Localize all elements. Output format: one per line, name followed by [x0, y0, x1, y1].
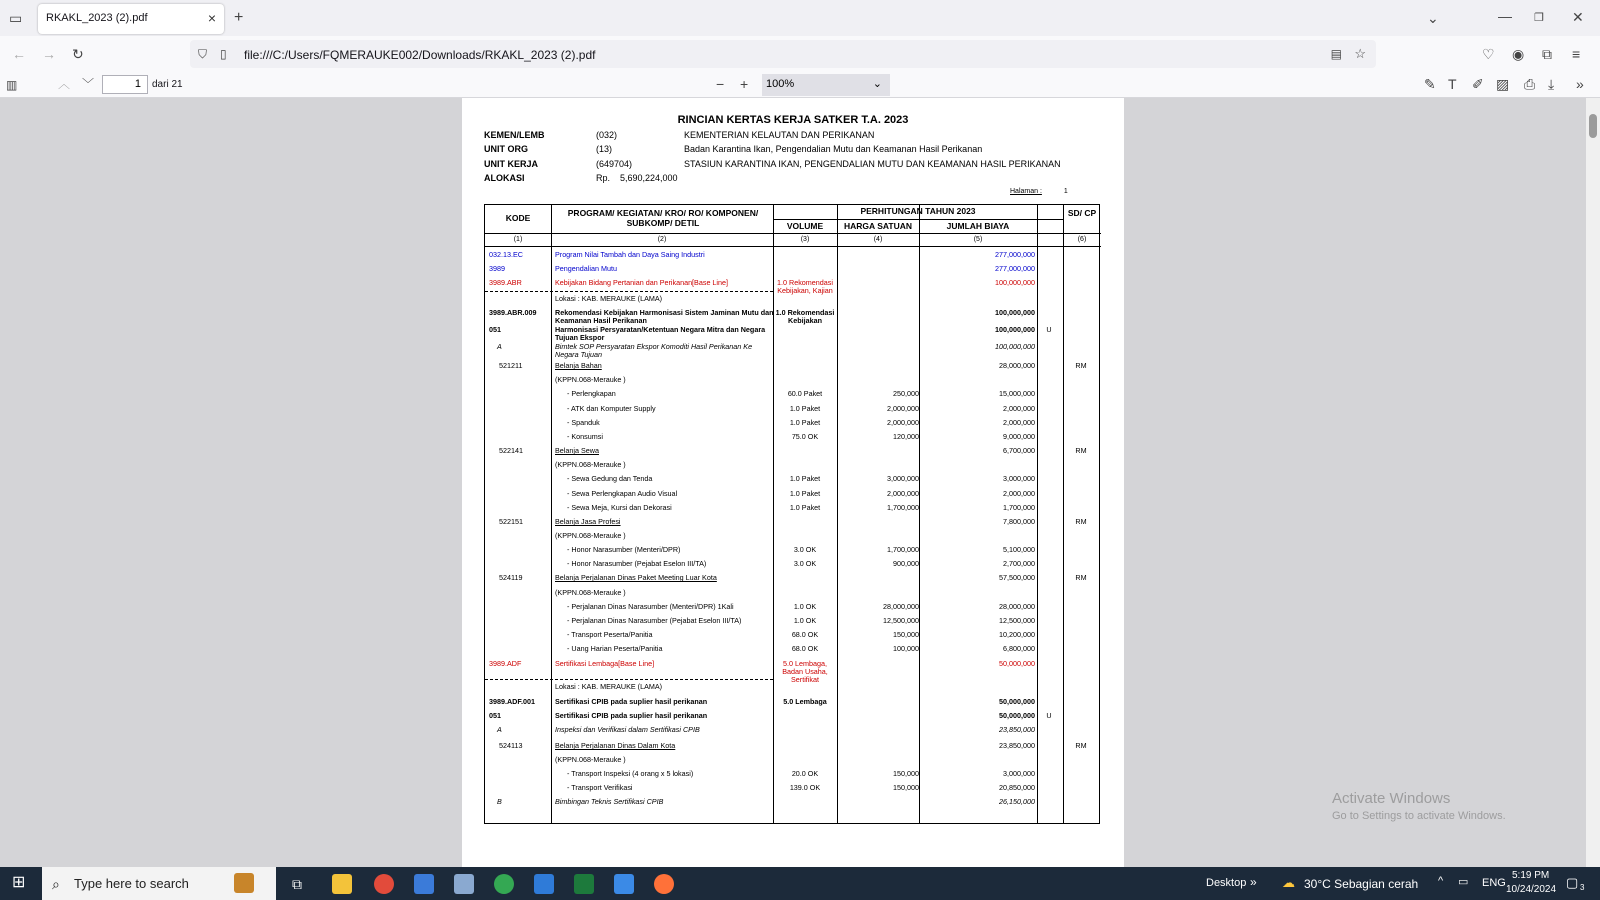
chevron-up-icon[interactable]: ^	[1438, 875, 1444, 887]
cell-flag: U	[1046, 711, 1052, 720]
table-row	[485, 433, 1101, 447]
col-num: (1)	[513, 236, 523, 243]
meta-key: ALOKASI	[484, 173, 525, 183]
cell-jml: 277,000,000	[995, 250, 1035, 259]
cell-kode: A	[497, 725, 502, 734]
table-row	[485, 504, 1101, 518]
cell-uraian: Harmonisasi Persyaratan/Ketentuan Negara Mitra dan Negara Tujuan Ekspor	[555, 325, 766, 342]
cell-vol: 68.0 OK	[791, 644, 819, 653]
cell-hrg: 100,000	[893, 644, 919, 653]
tab-pdf[interactable]	[38, 4, 224, 34]
cell-jml: 26,150,000	[999, 797, 1035, 806]
cell-jml: 57,500,000	[999, 573, 1035, 582]
cell-jml: 3,000,000	[1003, 474, 1035, 483]
cell-uraian: Inspeksi dan Verifikasi dalam Sertifikasi CPIB	[555, 725, 700, 734]
search-placeholder: Type here to search	[74, 876, 189, 891]
clock-time[interactable]: 5:19 PM	[1512, 870, 1550, 881]
cell-uraian: Bimtek SOP Persyaratan Ekspor Komoditi Hasil Perikanan Ke Negara Tujuan	[555, 342, 753, 359]
col-num: (3)	[800, 236, 810, 243]
cell-kode: 3989.ADF.001	[489, 697, 535, 706]
meta-line	[484, 144, 1104, 154]
cell-vol: 1.0 Rekomendasi Kebijakan, Kajian	[777, 278, 833, 295]
zoom-value: 100%	[766, 78, 795, 90]
reload-icon[interactable]: ↻	[72, 46, 84, 62]
row-divider	[485, 246, 1101, 247]
cell-hrg: 250,000	[893, 389, 919, 398]
cell-uraian: Bimbingan Teknis Sertifikasi CPIB	[555, 797, 664, 806]
cell-uraian: Lokasi : KAB. MERAUKE (LAMA)	[555, 294, 663, 303]
cell-kode: 3989	[489, 264, 505, 273]
shield-icon[interactable]: ⛉	[198, 47, 208, 61]
cell-kode: 3989.ABR.009	[489, 308, 537, 317]
meta-code: Rp.	[596, 173, 611, 183]
table-row	[485, 390, 1101, 404]
pdf-toolbar	[0, 72, 1600, 98]
table-row	[485, 461, 1101, 475]
rkakl-table	[484, 204, 1100, 824]
cell-vol: 5.0 Lembaga	[783, 697, 827, 706]
meta-code: (032)	[596, 130, 618, 140]
clock-date[interactable]: 10/24/2024	[1506, 884, 1557, 895]
cell-jml: 2,700,000	[1003, 559, 1035, 568]
meta-line	[484, 130, 1104, 140]
extensions-icon[interactable]: ⧉	[1542, 46, 1552, 62]
cell-uraian: - Konsumsi	[567, 432, 603, 441]
cell-jml: 100,000,000	[995, 325, 1035, 334]
cell-vol: 3.0 OK	[793, 545, 817, 554]
menu-icon[interactable]: ≡	[1572, 46, 1581, 62]
cell-vol: 1.0 OK	[793, 616, 817, 625]
cell-vol: 5.0 Lembaga, Badan Usaha, Sertifikat	[782, 659, 828, 684]
cell-jml: 50,000,000	[999, 659, 1035, 668]
security-icon[interactable]	[534, 874, 554, 894]
meta-value: KEMENTERIAN KELAUTAN DAN PERIKANAN	[684, 130, 875, 140]
restore-icon[interactable]: ❐	[1534, 12, 1544, 24]
cell-jml: 50,000,000	[999, 711, 1035, 720]
cell-uraian: - ATK dan Komputer Supply	[567, 404, 656, 413]
cell-hrg: 120,000	[893, 432, 919, 441]
cell-uraian: Rekomendasi Kebijakan Harmonisasi Sistem Jaminan Mutu dan Keamanan Hasil Perikanan	[555, 308, 774, 325]
prev-page-icon[interactable]: ︿	[58, 77, 71, 91]
cell-uraian: - Transport Peserta/Panitia	[567, 630, 653, 639]
cell-hrg: 900,000	[893, 559, 919, 568]
meta-line	[484, 159, 1104, 169]
notification-icon[interactable]: ▢	[1566, 875, 1579, 890]
table-row	[485, 518, 1101, 532]
more-tools-icon[interactable]: »	[1576, 76, 1584, 92]
taskbar	[0, 867, 1600, 900]
app-icon[interactable]	[454, 874, 474, 894]
cell-jml: 100,000,000	[995, 342, 1035, 351]
cell-kode: A	[497, 342, 502, 351]
cell-kode: 3989.ABR	[489, 278, 522, 287]
cell-hrg: 150,000	[893, 783, 919, 792]
file-explorer-icon[interactable]	[332, 874, 352, 894]
doc-title: RINCIAN KERTAS KERJA SATKER T.A. 2023	[677, 114, 909, 126]
cell-jml: 5,100,000	[1003, 545, 1035, 554]
draw-icon[interactable]: ✐	[1472, 76, 1484, 92]
cell-hrg: 150,000	[893, 630, 919, 639]
cell-sdcp: RM	[1075, 741, 1087, 750]
cell-jml: 277,000,000	[995, 264, 1035, 273]
table-row	[485, 712, 1101, 726]
cell-jml: 3,000,000	[1003, 769, 1035, 778]
cell-vol: 1.0 Paket	[789, 404, 821, 413]
scroll-thumb[interactable]	[1589, 114, 1597, 138]
table-row	[485, 309, 1101, 323]
table-row	[485, 742, 1101, 756]
cell-uraian: Belanja Sewa	[555, 446, 599, 455]
cell-uraian: - Transport Verifikasi	[567, 783, 633, 792]
new-tab-icon[interactable]: +	[234, 9, 244, 26]
col-num: (2)	[657, 236, 667, 243]
row-divider	[773, 219, 1063, 220]
header-harga: HARGA SATUAN	[844, 221, 912, 231]
meta-value: 5,690,224,000	[620, 173, 678, 183]
network-icon[interactable]: ▭	[1458, 876, 1469, 888]
table-row	[485, 447, 1101, 461]
table-row	[485, 631, 1101, 645]
cell-kode: 524113	[499, 741, 523, 750]
notification-count: 3	[1580, 883, 1585, 892]
tab-list-icon[interactable]: ▭	[9, 10, 23, 26]
dashed-separator	[485, 679, 773, 680]
windows-start-icon[interactable]: ⊞	[12, 874, 26, 891]
header-sdcp: SD/ CP	[1067, 208, 1097, 218]
halaman-value: 1	[1063, 188, 1068, 195]
zoom-out-icon[interactable]: −	[716, 76, 725, 92]
table-row	[485, 659, 1101, 684]
cell-sdcp: RM	[1075, 446, 1087, 455]
cell-jml: 6,800,000	[1003, 644, 1035, 653]
cell-kode: 3989.ADF	[489, 659, 522, 668]
cell-jml: 100,000,000	[995, 278, 1035, 287]
cell-uraian: - Sewa Perlengkapan Audio Visual	[567, 489, 678, 498]
cell-uraian: - Spanduk	[567, 418, 600, 427]
cell-jml: 2,000,000	[1003, 404, 1035, 413]
meta-value: Badan Karantina Ikan, Pengendalian Mutu dan Keamanan Hasil Perikanan	[684, 144, 983, 154]
zoom-in-icon[interactable]: +	[740, 76, 749, 92]
cell-uraian: Program Nilai Tambah dan Daya Saing Industri	[555, 250, 705, 259]
firefox-icon[interactable]	[654, 874, 674, 894]
col-num: (6)	[1077, 236, 1087, 243]
cell-jml: 28,000,000	[999, 361, 1035, 370]
cell-vol: 1.0 Paket	[789, 503, 821, 512]
cell-kode: B	[497, 797, 502, 806]
table-row	[485, 295, 1101, 309]
taskbar-search[interactable]	[42, 867, 276, 900]
zoom-select[interactable]	[762, 74, 890, 96]
cell-uraian: - Honor Narasumber (Pejabat Eselon III/TA)	[567, 559, 707, 568]
cell-vol: 139.0 OK	[789, 783, 821, 792]
cell-flag: U	[1046, 325, 1052, 334]
cell-jml: 23,850,000	[999, 725, 1035, 734]
close-tab-icon[interactable]: ×	[207, 10, 216, 26]
table-row	[485, 603, 1101, 617]
cell-vol: 1.0 Paket	[789, 418, 821, 427]
halaman	[1010, 188, 1068, 195]
cell-uraian: - Uang Harian Peserta/Panitia	[567, 644, 663, 653]
table-row	[485, 756, 1101, 770]
minimize-icon[interactable]: —	[1498, 8, 1512, 24]
forward-icon[interactable]: →	[42, 46, 56, 62]
cell-hrg: 1,700,000	[887, 545, 919, 554]
dashed-separator	[485, 291, 773, 292]
store-icon[interactable]	[414, 874, 434, 894]
cell-kode: 051	[489, 325, 501, 334]
pdf-viewer[interactable]	[0, 98, 1586, 867]
pocket-icon[interactable]: ♡	[1482, 46, 1495, 62]
cell-vol: 75.0 OK	[791, 432, 819, 441]
cell-uraian: (KPPN.068-Merauke )	[555, 755, 626, 764]
row-divider	[485, 233, 1101, 234]
cell-uraian: Pengendalian Mutu	[555, 264, 617, 273]
language-indicator[interactable]: ENG	[1482, 877, 1506, 889]
cell-jml: 1,700,000	[1003, 503, 1035, 512]
table-row	[485, 475, 1101, 489]
cell-uraian: Sertifikasi CPIB pada suplier hasil perikanan	[555, 697, 708, 706]
close-window-icon[interactable]: ✕	[1572, 9, 1584, 25]
table-row	[485, 770, 1101, 784]
page-number-input[interactable]: 1	[102, 75, 148, 94]
table-row	[485, 326, 1101, 340]
cell-hrg: 2,000,000	[887, 418, 919, 427]
header-jumlah: JUMLAH BIAYA	[946, 221, 1010, 231]
cell-hrg: 150,000	[893, 769, 919, 778]
cell-uraian: Kebijakan Bidang Pertanian dan Perikanan[Base Line]	[555, 278, 729, 287]
table-row	[485, 560, 1101, 574]
table-row	[485, 645, 1101, 659]
print-icon[interactable]: ⎙	[1524, 76, 1536, 92]
cell-uraian: (KPPN.068-Merauke )	[555, 375, 626, 384]
cell-vol: 1.0 Paket	[789, 489, 821, 498]
meta-line	[484, 173, 1104, 183]
cell-jml: 7,800,000	[1003, 517, 1035, 526]
cell-kode: 522141	[499, 446, 523, 455]
cell-sdcp: RM	[1075, 517, 1087, 526]
cell-kode: 524119	[499, 573, 523, 582]
cell-vol: 1.0 Rekomendasi Kebijakan	[775, 308, 835, 325]
cell-vol: 1.0 OK	[793, 602, 817, 611]
cell-jml: 12,500,000	[999, 616, 1035, 625]
table-row	[485, 698, 1101, 712]
cell-uraian: Belanja Bahan	[555, 361, 602, 370]
table-row	[485, 784, 1101, 798]
header-kode: KODE	[505, 213, 531, 223]
cell-jml: 2,000,000	[1003, 489, 1035, 498]
meta-key: UNIT ORG	[484, 144, 528, 154]
chevron-down-icon: ⌄	[872, 78, 882, 90]
table-row	[485, 376, 1101, 390]
cell-uraian: - Perlengkapan	[567, 389, 616, 398]
vertical-scrollbar[interactable]	[1586, 98, 1600, 867]
image-icon[interactable]: ▨	[1496, 76, 1510, 92]
table-row	[485, 419, 1101, 433]
cell-uraian: Lokasi : KAB. MERAUKE (LAMA)	[555, 682, 663, 691]
cell-kode: 032.13.EC	[489, 250, 523, 259]
search-icon: ⌕	[52, 876, 60, 892]
cell-jml: 6,700,000	[1003, 446, 1035, 455]
meta-key: UNIT KERJA	[484, 159, 539, 169]
cell-uraian: - Honor Narasumber (Menteri/DPR)	[567, 545, 681, 554]
cell-jml: 20,850,000	[999, 783, 1035, 792]
cell-uraian: - Sewa Gedung dan Tenda	[567, 474, 653, 483]
pdf-page	[462, 98, 1124, 867]
col-num: (4)	[873, 236, 883, 243]
cell-hrg: 12,500,000	[883, 616, 919, 625]
table-row	[485, 589, 1101, 603]
cell-jml: 10,200,000	[999, 630, 1035, 639]
sidebar-toggle-icon[interactable]: ▥	[6, 78, 18, 92]
cell-hrg: 28,000,000	[883, 602, 919, 611]
table-row	[485, 490, 1101, 504]
chrome-profile-icon[interactable]	[494, 874, 514, 894]
excel-icon[interactable]	[574, 874, 594, 894]
header-volume: VOLUME	[786, 221, 824, 231]
cell-kode: 051	[489, 711, 501, 720]
table-row	[485, 265, 1101, 279]
url-text: file:///C:/Users/FQMERAUKE002/Downloads/RKAKL_2023 (2).pdf	[244, 48, 596, 62]
cell-hrg: 3,000,000	[887, 474, 919, 483]
table-row	[485, 362, 1101, 376]
text-tool-icon[interactable]: T	[1448, 76, 1457, 92]
header-program: PROGRAM/ KEGIATAN/ KRO/ RO/ KOMPONEN/ SUBKOMP/ DETIL	[567, 208, 759, 228]
table-row	[485, 574, 1101, 588]
cell-uraian: (KPPN.068-Merauke )	[555, 531, 626, 540]
weather-text[interactable]: 30°C Sebagian cerah	[1304, 877, 1419, 891]
cell-uraian: - Perjalanan Dinas Narasumber (Pejabat Eselon III/TA)	[567, 616, 742, 625]
url-bar[interactable]	[190, 40, 1376, 68]
nav-bar	[0, 36, 1600, 72]
cell-uraian: - Transport Inspeksi (4 orang x 5 lokasi)	[567, 769, 694, 778]
table-row	[485, 532, 1101, 546]
meta-key: KEMEN/LEMB	[484, 130, 545, 140]
table-row	[485, 683, 1101, 697]
watermark-title: Activate Windows	[1332, 790, 1451, 807]
cell-vol: 1.0 Paket	[789, 474, 821, 483]
briefcase-icon	[234, 873, 254, 893]
cell-kode: 521211	[499, 361, 523, 370]
halaman-label: Halaman :	[1010, 188, 1042, 195]
highlight-icon[interactable]: ✎	[1424, 76, 1436, 92]
table-row	[485, 251, 1101, 265]
cell-vol: 20.0 OK	[791, 769, 819, 778]
cell-vol: 3.0 OK	[793, 559, 817, 568]
meta-value: STASIUN KARANTINA IKAN, PENGENDALIAN MUTU DAN KEAMANAN HASIL PERIKANAN	[684, 159, 1061, 169]
cell-uraian: - Perjalanan Dinas Narasumber (Menteri/DPR) 1Kali	[567, 602, 734, 611]
meta-code: (13)	[596, 144, 613, 154]
cell-hrg: 2,000,000	[887, 489, 919, 498]
desktop-label[interactable]: Desktop	[1206, 877, 1247, 889]
cell-uraian: Sertifikasi Lembaga[Base Line]	[555, 659, 655, 668]
chevron-down-icon[interactable]: ⌄	[1427, 10, 1439, 26]
cell-uraian: (KPPN.068-Merauke )	[555, 588, 626, 597]
table-row	[485, 343, 1101, 357]
header-perhitungan: PERHITUNGAN TAHUN 2023	[860, 206, 976, 216]
cell-sdcp: RM	[1075, 573, 1087, 582]
table-row	[485, 546, 1101, 560]
chevrons-icon[interactable]: »	[1250, 875, 1257, 889]
weather-icon: ☁	[1282, 875, 1295, 890]
cell-uraian: Belanja Perjalanan Dinas Dalam Kota	[555, 741, 676, 750]
col-num: (5)	[973, 236, 983, 243]
account-icon[interactable]: ◉	[1512, 46, 1525, 62]
file-icon: ▯	[220, 47, 227, 61]
table-row	[485, 726, 1101, 740]
cell-vol: 60.0 Paket	[787, 389, 823, 398]
table-row	[485, 617, 1101, 631]
tab-title: RKAKL_2023 (2).pdf	[46, 12, 148, 24]
cell-uraian: - Sewa Meja, Kursi dan Dekorasi	[567, 503, 672, 512]
cell-jml: 9,000,000	[1003, 432, 1035, 441]
back-icon[interactable]: ←	[12, 46, 26, 62]
page-total: dari 21	[152, 79, 183, 90]
cell-uraian: Belanja Perjalanan Dinas Paket Meeting Luar Kota	[555, 573, 717, 582]
cell-uraian: Sertifikasi CPIB pada suplier hasil perikanan	[555, 711, 708, 720]
chrome-icon[interactable]	[374, 874, 394, 894]
table-row	[485, 405, 1101, 419]
table-row	[485, 798, 1101, 812]
cell-jml: 50,000,000	[999, 697, 1035, 706]
cell-sdcp: RM	[1075, 361, 1087, 370]
cell-hrg: 2,000,000	[887, 404, 919, 413]
meta-code: (649704)	[596, 159, 633, 169]
bookmark-star-icon[interactable]: ☆	[1354, 46, 1366, 61]
cell-jml: 2,000,000	[1003, 418, 1035, 427]
tab-bar	[0, 0, 1600, 36]
cell-kode: 522151	[499, 517, 523, 526]
next-page-icon[interactable]: ﹀	[82, 77, 95, 91]
cell-jml: 15,000,000	[999, 389, 1035, 398]
cell-hrg: 1,700,000	[887, 503, 919, 512]
cell-uraian: Belanja Jasa Profesi	[555, 517, 621, 526]
cell-jml: 100,000,000	[995, 308, 1035, 317]
app-icon[interactable]	[614, 874, 634, 894]
cell-vol: 68.0 OK	[791, 630, 819, 639]
save-icon[interactable]: ⤓	[1548, 76, 1555, 92]
cell-jml: 23,850,000	[999, 741, 1035, 750]
cell-uraian: (KPPN.068-Merauke )	[555, 460, 626, 469]
cell-jml: 28,000,000	[999, 602, 1035, 611]
reader-view-icon[interactable]: ▤	[1330, 47, 1342, 61]
task-view-icon[interactable]: ⧉	[292, 876, 302, 892]
watermark-subtitle: Go to Settings to activate Windows.	[1332, 810, 1506, 822]
